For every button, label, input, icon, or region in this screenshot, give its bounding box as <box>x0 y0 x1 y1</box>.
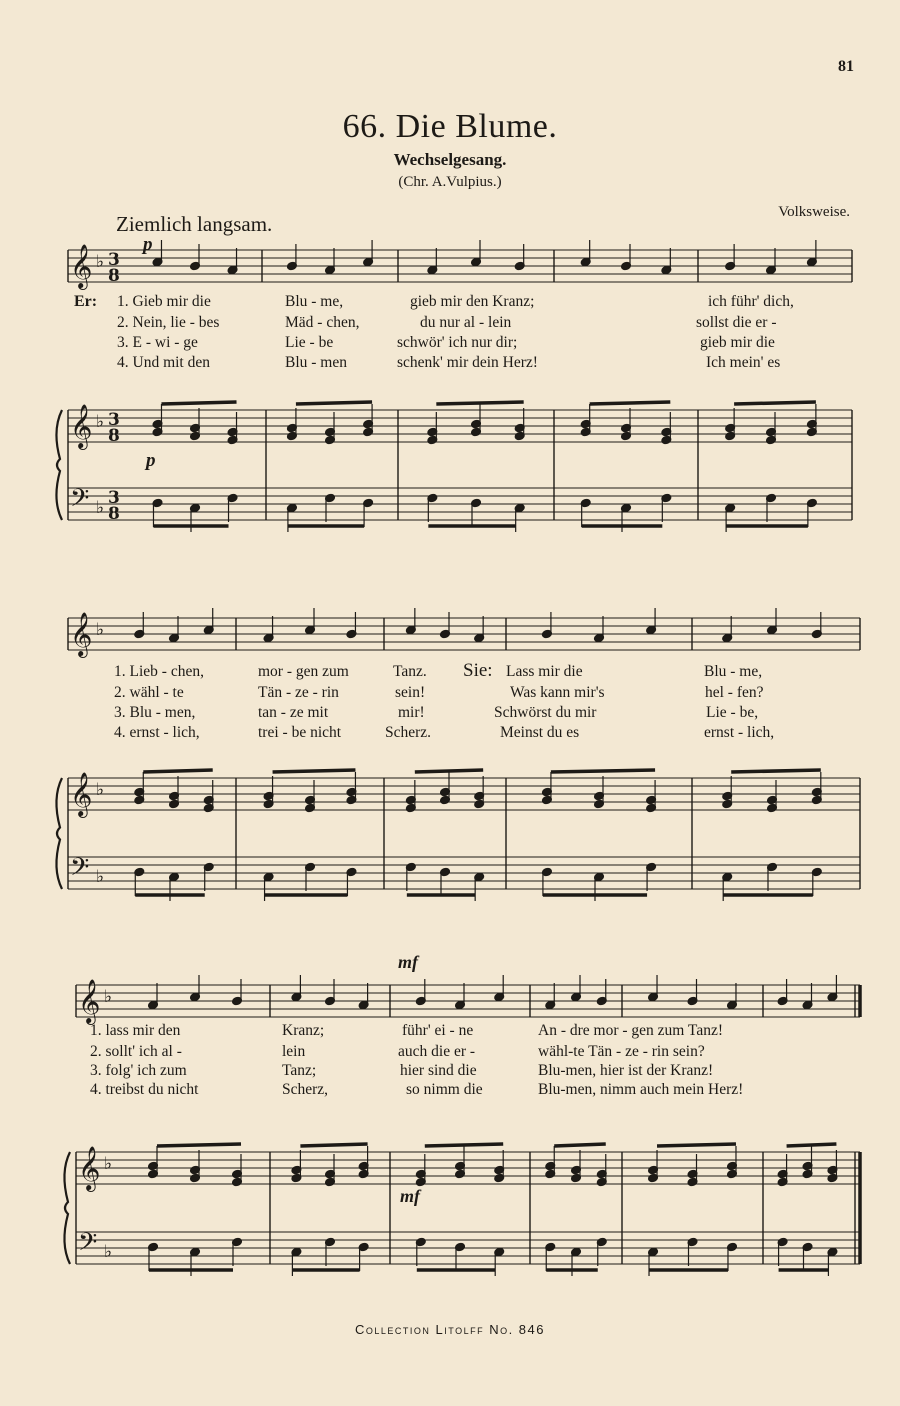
svg-text:hier sind die: hier sind die <box>400 1062 477 1079</box>
svg-text:♭: ♭ <box>96 252 105 272</box>
tempo-marking: Ziemlich langsam. <box>116 212 273 236</box>
dynamic-mf-voice: mf <box>398 952 418 972</box>
svg-text:Scherz.: Scherz. <box>385 724 432 741</box>
svg-text:mor - gen zum: mor - gen zum <box>258 663 349 680</box>
svg-text:1. lass mir den: 1. lass mir den <box>90 1022 181 1039</box>
lyrics-system-2 <box>114 663 774 741</box>
svg-text:Schwörst du mir: Schwörst du mir <box>494 704 597 721</box>
svg-text:♭: ♭ <box>104 987 113 1007</box>
svg-text:Blu - me,: Blu - me, <box>704 663 763 680</box>
svg-text:♭: ♭ <box>96 620 105 640</box>
clefs <box>70 244 120 1263</box>
lyric-line-4 <box>90 1081 743 1098</box>
svg-text:3: 3 <box>108 488 120 508</box>
svg-text:4. ernst - lich,: 4. ernst - lich, <box>114 724 200 741</box>
svg-text:𝄞: 𝄞 <box>70 404 93 448</box>
svg-text:Lie - be: Lie - be <box>285 334 334 351</box>
svg-text:𝄢: 𝄢 <box>70 484 90 519</box>
svg-text:8: 8 <box>108 504 120 524</box>
lyric-line-4 <box>117 354 780 371</box>
svg-text:trei - be nicht: trei - be nicht <box>258 724 342 741</box>
svg-text:tan - ze mit: tan - ze mit <box>258 704 329 721</box>
lyric-line-2 <box>117 314 777 331</box>
svg-text:𝄢: 𝄢 <box>78 1228 98 1263</box>
svg-text:𝄢: 𝄢 <box>70 853 90 888</box>
lyric-line-4 <box>114 724 774 741</box>
svg-text:lein: lein <box>282 1043 306 1060</box>
svg-text:An - dre mor - gen zum Tanz!: An - dre mor - gen zum Tanz! <box>538 1022 723 1039</box>
svg-text:sein!: sein! <box>395 684 426 701</box>
svg-text:♭: ♭ <box>104 1154 113 1174</box>
svg-text:Blu-men, nimm auch mein Herz!: Blu-men, nimm auch mein Herz! <box>538 1081 744 1098</box>
svg-text:3. folg' ich zum: 3. folg' ich zum <box>90 1062 187 1079</box>
svg-text:wähl-te Tän - ze - rin sein?: wähl-te Tän - ze - rin sein? <box>538 1043 705 1060</box>
svg-text:𝄞: 𝄞 <box>78 1146 101 1190</box>
lyric-line-1 <box>90 1022 723 1039</box>
notes <box>134 240 838 1276</box>
svg-text:Lie - be,: Lie - be, <box>706 704 759 721</box>
svg-text:𝄞: 𝄞 <box>70 772 93 816</box>
singer-sie-label: Sie: <box>463 660 493 681</box>
svg-text:führ' ei - ne: führ' ei - ne <box>402 1022 474 1039</box>
svg-text:3. Blu - men,: 3. Blu - men, <box>114 704 196 721</box>
svg-text:4. treibst du nicht: 4. treibst du nicht <box>90 1081 199 1098</box>
svg-text:Ich mein' es: Ich mein' es <box>706 354 781 371</box>
lyricist: (Chr. A.Vulpius.) <box>398 174 502 190</box>
svg-text:Blu-men, hier ist der Kranz!: Blu-men, hier ist der Kranz! <box>538 1062 714 1079</box>
svg-text:mir!: mir! <box>398 704 425 721</box>
svg-text:𝄞: 𝄞 <box>70 612 93 656</box>
composer: Volksweise. <box>778 204 850 220</box>
svg-text:schenk' mir dein Herz!: schenk' mir dein Herz! <box>397 354 538 371</box>
lyric-line-1 <box>114 663 762 680</box>
svg-text:Kranz;: Kranz; <box>282 1022 325 1039</box>
page-number: 81 <box>838 58 854 75</box>
svg-text:1. Lieb - chen,: 1. Lieb - chen, <box>114 663 204 680</box>
lyric-line-3 <box>90 1062 713 1079</box>
svg-text:♭: ♭ <box>96 780 105 800</box>
lyric-line-1 <box>117 293 794 310</box>
svg-text:2. Nein, lie - bes: 2. Nein, lie - bes <box>117 314 220 331</box>
svg-text:2. wähl - te: 2. wähl - te <box>114 684 184 701</box>
svg-text:du nur al - lein: du nur al - lein <box>420 314 512 331</box>
svg-text:Blu - me,: Blu - me, <box>285 293 344 310</box>
song-title: 66. Die Blume. <box>342 108 558 145</box>
song-subtitle: Wechselgesang. <box>393 150 507 169</box>
svg-text:3: 3 <box>108 250 120 270</box>
lyrics-system-1 <box>117 293 794 371</box>
publisher-footer: Collection Litolff No. 846 <box>355 1322 545 1337</box>
svg-text:Blu - men: Blu - men <box>285 354 347 371</box>
svg-text:♭: ♭ <box>104 1242 113 1262</box>
lyric-line-3 <box>114 704 758 721</box>
dynamic-p-voice: p <box>143 234 153 255</box>
svg-text:auch die er -: auch die er - <box>398 1043 476 1060</box>
svg-text:𝄞: 𝄞 <box>70 244 93 288</box>
svg-text:sollst die er -: sollst die er - <box>696 314 777 331</box>
lyric-line-2 <box>90 1043 705 1060</box>
svg-text:Tanz;: Tanz; <box>282 1062 317 1079</box>
svg-text:8: 8 <box>108 426 120 446</box>
lyric-line-3 <box>117 334 775 351</box>
svg-text:Scherz,: Scherz, <box>282 1081 329 1098</box>
svg-text:Tän - ze - rin: Tän - ze - rin <box>258 684 339 701</box>
svg-text:gieb mir den Kranz;: gieb mir den Kranz; <box>410 293 535 310</box>
svg-text:♭: ♭ <box>96 412 105 432</box>
svg-text:♭: ♭ <box>96 867 105 887</box>
svg-text:♭: ♭ <box>96 498 105 518</box>
lyrics-system-3 <box>90 1022 743 1098</box>
dynamic-p-piano: p <box>146 450 156 471</box>
svg-text:Tanz.: Tanz. <box>393 663 427 680</box>
svg-text:Lass mir die: Lass mir die <box>506 663 583 680</box>
svg-text:8: 8 <box>108 266 120 286</box>
lyric-line-2 <box>114 684 764 701</box>
dynamic-mf-piano: mf <box>400 1186 420 1206</box>
svg-text:ich führ' dich,: ich führ' dich, <box>708 293 794 310</box>
svg-text:Was kann mir's: Was kann mir's <box>510 684 605 701</box>
svg-text:4. Und mit den: 4. Und mit den <box>117 354 210 371</box>
svg-text:so nimm die: so nimm die <box>406 1081 483 1098</box>
svg-text:Meinst du es: Meinst du es <box>500 724 580 741</box>
svg-text:gieb mir die: gieb mir die <box>700 334 775 351</box>
svg-text:schwör' ich nur dir;: schwör' ich nur dir; <box>397 334 518 351</box>
svg-text:Mäd - chen,: Mäd - chen, <box>285 314 360 331</box>
svg-text:3: 3 <box>108 410 120 430</box>
svg-text:1. Gieb mir die: 1. Gieb mir die <box>117 293 211 310</box>
svg-text:ernst - lich,: ernst - lich, <box>704 724 775 741</box>
svg-text:2. sollt' ich al -: 2. sollt' ich al - <box>90 1043 182 1060</box>
singer-er-label: Er: <box>74 293 98 310</box>
svg-text:hel - fen?: hel - fen? <box>705 684 764 701</box>
svg-text:3. E - wi - ge: 3. E - wi - ge <box>117 334 198 351</box>
svg-text:𝄞: 𝄞 <box>78 979 101 1023</box>
